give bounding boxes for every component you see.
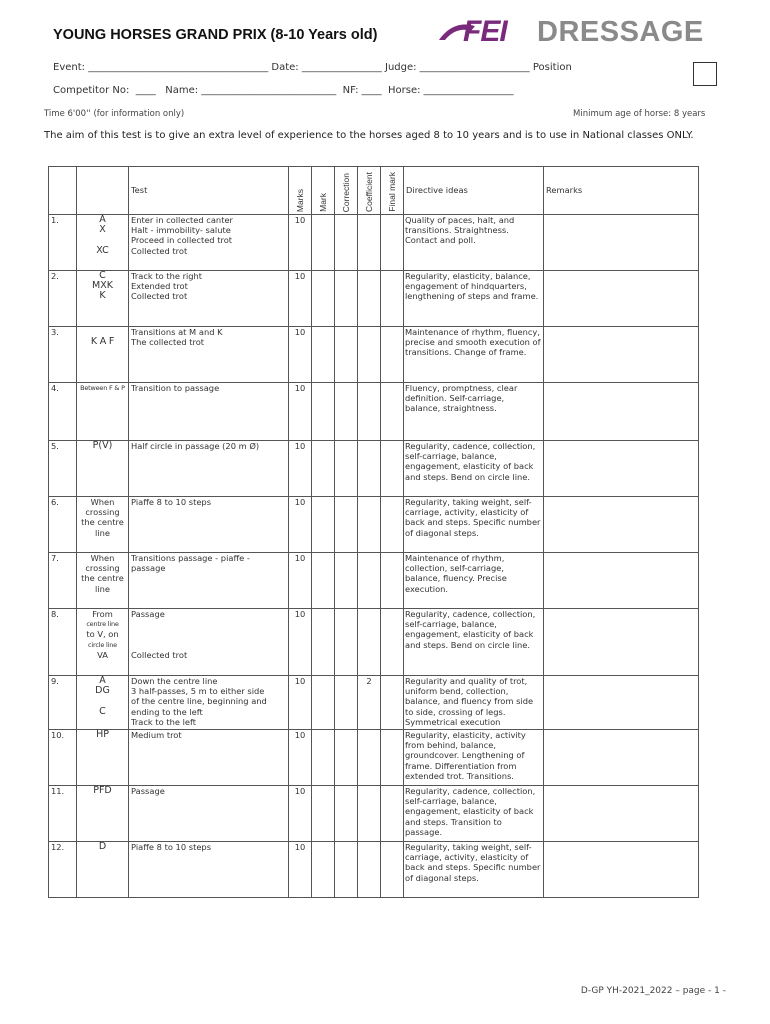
arena-letters: [77, 553, 129, 609]
movement-description: [129, 497, 289, 553]
final-mark-cell[interactable]: [381, 327, 404, 383]
directive-ideas: Maintenance of rhythm, collection, self-carriage, balance, fluency. Precise execution.: [404, 553, 544, 609]
header-coefficient: Coefficient: [358, 167, 381, 215]
max-marks: 10: [289, 327, 312, 383]
arena-letter: circle line: [88, 640, 117, 649]
movement-line: Transitions at M and K: [131, 327, 223, 337]
time-note: Time 6'00'' (for information only): [44, 109, 185, 119]
arena-letters: [77, 842, 129, 898]
table-header-row: [49, 167, 699, 215]
header-num: [49, 167, 77, 215]
remarks-cell[interactable]: [544, 553, 699, 609]
final-mark-cell[interactable]: [381, 383, 404, 441]
arena-letter: centre line: [86, 620, 119, 629]
movement-description: [129, 730, 289, 786]
table-row: [49, 786, 699, 842]
movement-number: 2.: [49, 271, 77, 327]
max-marks: 10: [289, 215, 312, 271]
arena-letters: [77, 676, 129, 730]
mark-cell[interactable]: [312, 786, 335, 842]
movement-line: Proceed in collected trot: [131, 235, 233, 246]
movement-description: [129, 609, 289, 676]
mark-cell[interactable]: [312, 676, 335, 730]
directive-ideas: Regularity, cadence, collection, self-carriage, balance, engagement, elasticity of back and steps. Bend on circle line.: [404, 441, 544, 497]
movement-line: Medium trot: [131, 730, 182, 740]
arena-letters: [77, 786, 129, 842]
movement-description: [129, 327, 289, 383]
coefficient-cell: [358, 842, 381, 898]
mark-cell[interactable]: [312, 609, 335, 676]
arena-letter: X: [99, 224, 106, 236]
final-mark-cell[interactable]: [381, 553, 404, 609]
fei-dressage-logo: [435, 14, 740, 50]
movement-number: 4.: [49, 383, 77, 441]
header-directive: Directive ideas: [404, 167, 544, 215]
coefficient-cell: [358, 497, 381, 553]
directive-ideas: Regularity, cadence, collection, self-carriage, balance, engagement, elasticity of back and steps. Transition to passage.: [404, 786, 544, 842]
final-mark-cell[interactable]: [381, 441, 404, 497]
movement-description: [129, 271, 289, 327]
movement-number: 9.: [49, 676, 77, 730]
table-row: [49, 383, 699, 441]
arena-letter: HP: [96, 729, 109, 740]
final-mark-cell[interactable]: [381, 676, 404, 730]
arena-letter: P(V): [92, 440, 113, 451]
arena-letter: crossing: [85, 507, 120, 518]
coefficient-cell: [358, 441, 381, 497]
movement-number: 8.: [49, 609, 77, 676]
remarks-cell[interactable]: [544, 383, 699, 441]
arena-letters: [77, 215, 129, 271]
header-remarks: Remarks: [544, 167, 699, 215]
mark-cell[interactable]: [312, 441, 335, 497]
directive-ideas: Regularity and quality of trot, uniform bend, collection, balance, and fluency from side to side, crossing of legs. Symmetrical execution: [404, 676, 544, 730]
header-marks: Marks: [289, 167, 312, 215]
min-age-note: Minimum age of horse: 8 years: [573, 109, 706, 119]
directive-ideas: Regularity, elasticity, activity from behind, balance, groundcover. Lengthening of frame. Differentiation from extended trot. Transitions.: [404, 730, 544, 786]
aim-statement: The aim of this test is to give an extra level of experience to the horses aged 8 to 10 years and is to use in National classes ONLY.: [44, 130, 694, 141]
movement-line: of the centre line, beginning and: [131, 696, 267, 707]
final-mark-cell[interactable]: [381, 730, 404, 786]
remarks-cell[interactable]: [544, 842, 699, 898]
final-mark-cell[interactable]: [381, 842, 404, 898]
arena-letters: [77, 327, 129, 383]
arena-letter: MXK: [92, 280, 113, 292]
event-line: Event: ____________________________________ Date: ________________ Judge: ______________________ Position: [53, 62, 572, 73]
arena-letter: crossing: [85, 563, 120, 574]
coefficient-cell: 2: [358, 676, 381, 730]
page-footer: D-GP YH-2021_2022 – page - 1 -: [580, 986, 726, 996]
page-title: YOUNG HORSES GRAND PRIX (8-10 Years old): [53, 27, 378, 43]
table-row: [49, 271, 699, 327]
movement-line: Transitions passage - piaffe -: [131, 553, 250, 563]
movement-line: Enter in collected canter: [131, 215, 233, 225]
directive-ideas: Regularity, elasticity, balance, engagement of hindquarters, lengthening of steps and frame.: [404, 271, 544, 327]
arena-letter: DG: [95, 685, 110, 697]
arena-letter: K: [99, 290, 106, 302]
mark-cell[interactable]: [312, 215, 335, 271]
competitor-line: Competitor No: ____ Name: ___________________________ NF: ____ Horse: __________________: [53, 85, 514, 96]
movement-line: Extended trot: [131, 281, 188, 292]
arena-letter: PFD: [93, 785, 112, 796]
mark-cell[interactable]: [312, 842, 335, 898]
final-mark-cell[interactable]: [381, 271, 404, 327]
correction-cell[interactable]: [335, 497, 358, 553]
coefficient-cell: [358, 271, 381, 327]
movement-line: Passage: [131, 609, 165, 619]
movement-line: Piaffe 8 to 10 steps: [131, 842, 212, 852]
mark-cell[interactable]: [312, 383, 335, 441]
arena-letter: the centre: [81, 517, 124, 528]
arena-letter: VA: [97, 649, 108, 660]
movement-line: Track to the right: [131, 271, 203, 281]
arena-letter: to V, on: [86, 629, 119, 640]
directive-ideas: Quality of paces, halt, and transitions. Straightness. Contact and poll.: [404, 215, 544, 271]
max-marks: 10: [289, 383, 312, 441]
movement-line: Collected trot: [131, 291, 188, 302]
movement-line: Halt - immobility- salute: [131, 225, 231, 236]
directive-ideas: Fluency, promptness, clear definition. Self-carriage, balance, straightness.: [404, 383, 544, 441]
movement-description: [129, 553, 289, 609]
fei-logo-text: FEI: [463, 15, 507, 48]
table-row: [49, 441, 699, 497]
table-row: [49, 676, 699, 730]
arena-letters: [77, 497, 129, 553]
movement-line: The collected trot: [131, 337, 205, 348]
movement-number: 3.: [49, 327, 77, 383]
movement-description: [129, 842, 289, 898]
table-row: [49, 497, 699, 553]
final-mark-cell[interactable]: [381, 497, 404, 553]
movement-line: [131, 640, 286, 650]
correction-cell[interactable]: [335, 786, 358, 842]
movement-number: 7.: [49, 553, 77, 609]
movement-line: Down the centre line: [131, 676, 218, 686]
coefficient-cell: [358, 609, 381, 676]
movement-line: Collected trot: [131, 649, 188, 660]
header-mark: Mark: [312, 167, 335, 215]
remarks-cell[interactable]: [544, 215, 699, 271]
coefficient-cell: [358, 383, 381, 441]
arena-letter: line: [95, 583, 110, 594]
movement-number: 1.: [49, 215, 77, 271]
correction-cell[interactable]: [335, 842, 358, 898]
test-sheet-table: [48, 166, 699, 898]
arena-letters: [77, 730, 129, 786]
arena-letter: line: [95, 527, 110, 538]
movement-description: [129, 441, 289, 497]
table-row: [49, 215, 699, 271]
table-row: [49, 609, 699, 676]
correction-cell[interactable]: [335, 383, 358, 441]
movement-number: 11.: [49, 786, 77, 842]
movement-line: [131, 619, 286, 629]
arena-letter: K A F: [90, 336, 115, 348]
movement-line: Track to the left: [131, 716, 197, 727]
arena-letter: When: [90, 553, 115, 563]
max-marks: 10: [289, 842, 312, 898]
correction-cell[interactable]: [335, 609, 358, 676]
movement-description: [129, 676, 289, 730]
arena-letter: A: [99, 675, 106, 686]
table-row: [49, 553, 699, 609]
remarks-cell[interactable]: [544, 441, 699, 497]
arena-letter: When: [90, 497, 115, 507]
max-marks: 10: [289, 271, 312, 327]
header-letters: [77, 167, 129, 215]
correction-cell[interactable]: [335, 441, 358, 497]
header-test: Test: [129, 167, 289, 215]
max-marks: 10: [289, 497, 312, 553]
correction-cell[interactable]: [335, 271, 358, 327]
arena-letter: Between F & P: [80, 384, 125, 392]
remarks-cell[interactable]: [544, 497, 699, 553]
directive-ideas: Regularity, taking weight, self-carriage, activity, elasticity of back and steps. Specific number of diagonal steps.: [404, 842, 544, 898]
header-correction: Correction: [335, 167, 358, 215]
remarks-cell[interactable]: [544, 730, 699, 786]
dressage-logo-text: DRESSAGE: [537, 16, 704, 48]
mark-cell[interactable]: [312, 553, 335, 609]
max-marks: 10: [289, 609, 312, 676]
arena-letters: [77, 441, 129, 497]
mark-cell[interactable]: [312, 497, 335, 553]
movement-line: Transition to passage: [131, 383, 220, 393]
movement-description: [129, 786, 289, 842]
remarks-cell[interactable]: [544, 676, 699, 730]
table-row: [49, 842, 699, 898]
movement-description: [129, 215, 289, 271]
movement-number: 10.: [49, 730, 77, 786]
correction-cell[interactable]: [335, 730, 358, 786]
mark-cell[interactable]: [312, 327, 335, 383]
arena-letter: From: [92, 609, 113, 619]
arena-letters: [77, 271, 129, 327]
movement-number: 5.: [49, 441, 77, 497]
arena-letter: D: [98, 841, 107, 852]
max-marks: 10: [289, 441, 312, 497]
table-row: [49, 327, 699, 383]
movement-number: 12.: [49, 842, 77, 898]
remarks-cell[interactable]: [544, 786, 699, 842]
movement-line: passage: [131, 563, 166, 574]
max-marks: 10: [289, 553, 312, 609]
directive-ideas: Maintenance of rhythm, fluency, precise and smooth execution of transitions. Change of frame.: [404, 327, 544, 383]
correction-cell[interactable]: [335, 327, 358, 383]
coefficient-cell: [358, 786, 381, 842]
directive-ideas: Regularity, taking weight, self-carriage, activity, elasticity of back and steps. Specific number of diagonal steps.: [404, 497, 544, 553]
correction-cell[interactable]: [335, 676, 358, 730]
table-row: [49, 730, 699, 786]
arena-letters: [77, 609, 129, 676]
remarks-cell[interactable]: [544, 609, 699, 676]
position-box[interactable]: [693, 62, 717, 86]
max-marks: 10: [289, 786, 312, 842]
directive-ideas: Regularity, cadence, collection, self-carriage, balance, engagement, elasticity of back and steps. Bend on circle line.: [404, 609, 544, 676]
arena-letter: the centre: [81, 573, 124, 584]
arena-letter: A: [99, 214, 106, 225]
max-marks: 10: [289, 730, 312, 786]
movement-line: 3 half-passes, 5 m to either side: [131, 686, 265, 697]
final-mark-cell[interactable]: [381, 609, 404, 676]
header-final-mark: Final mark: [381, 167, 404, 215]
final-mark-cell[interactable]: [381, 786, 404, 842]
movement-line: Collected trot: [131, 245, 188, 256]
arena-letter: C: [99, 705, 106, 717]
movement-line: [131, 629, 286, 639]
movement-description: [129, 383, 289, 441]
mark-cell[interactable]: [312, 271, 335, 327]
movement-line: Passage: [131, 786, 165, 796]
remarks-cell[interactable]: [544, 327, 699, 383]
arena-letters: [77, 383, 129, 441]
correction-cell[interactable]: [335, 553, 358, 609]
max-marks: 10: [289, 676, 312, 730]
movement-line: Piaffe 8 to 10 steps: [131, 497, 212, 507]
movement-line: Half circle in passage (20 m Ø): [131, 441, 260, 451]
final-mark-cell[interactable]: [381, 215, 404, 271]
coefficient-cell: [358, 327, 381, 383]
coefficient-cell: [358, 730, 381, 786]
arena-letter: XC: [96, 244, 109, 256]
correction-cell[interactable]: [335, 215, 358, 271]
coefficient-cell: [358, 215, 381, 271]
movement-line: ending to the left: [131, 706, 203, 717]
arena-letter: C: [99, 270, 106, 281]
coefficient-cell: [358, 553, 381, 609]
mark-cell[interactable]: [312, 730, 335, 786]
movement-number: 6.: [49, 497, 77, 553]
remarks-cell[interactable]: [544, 271, 699, 327]
